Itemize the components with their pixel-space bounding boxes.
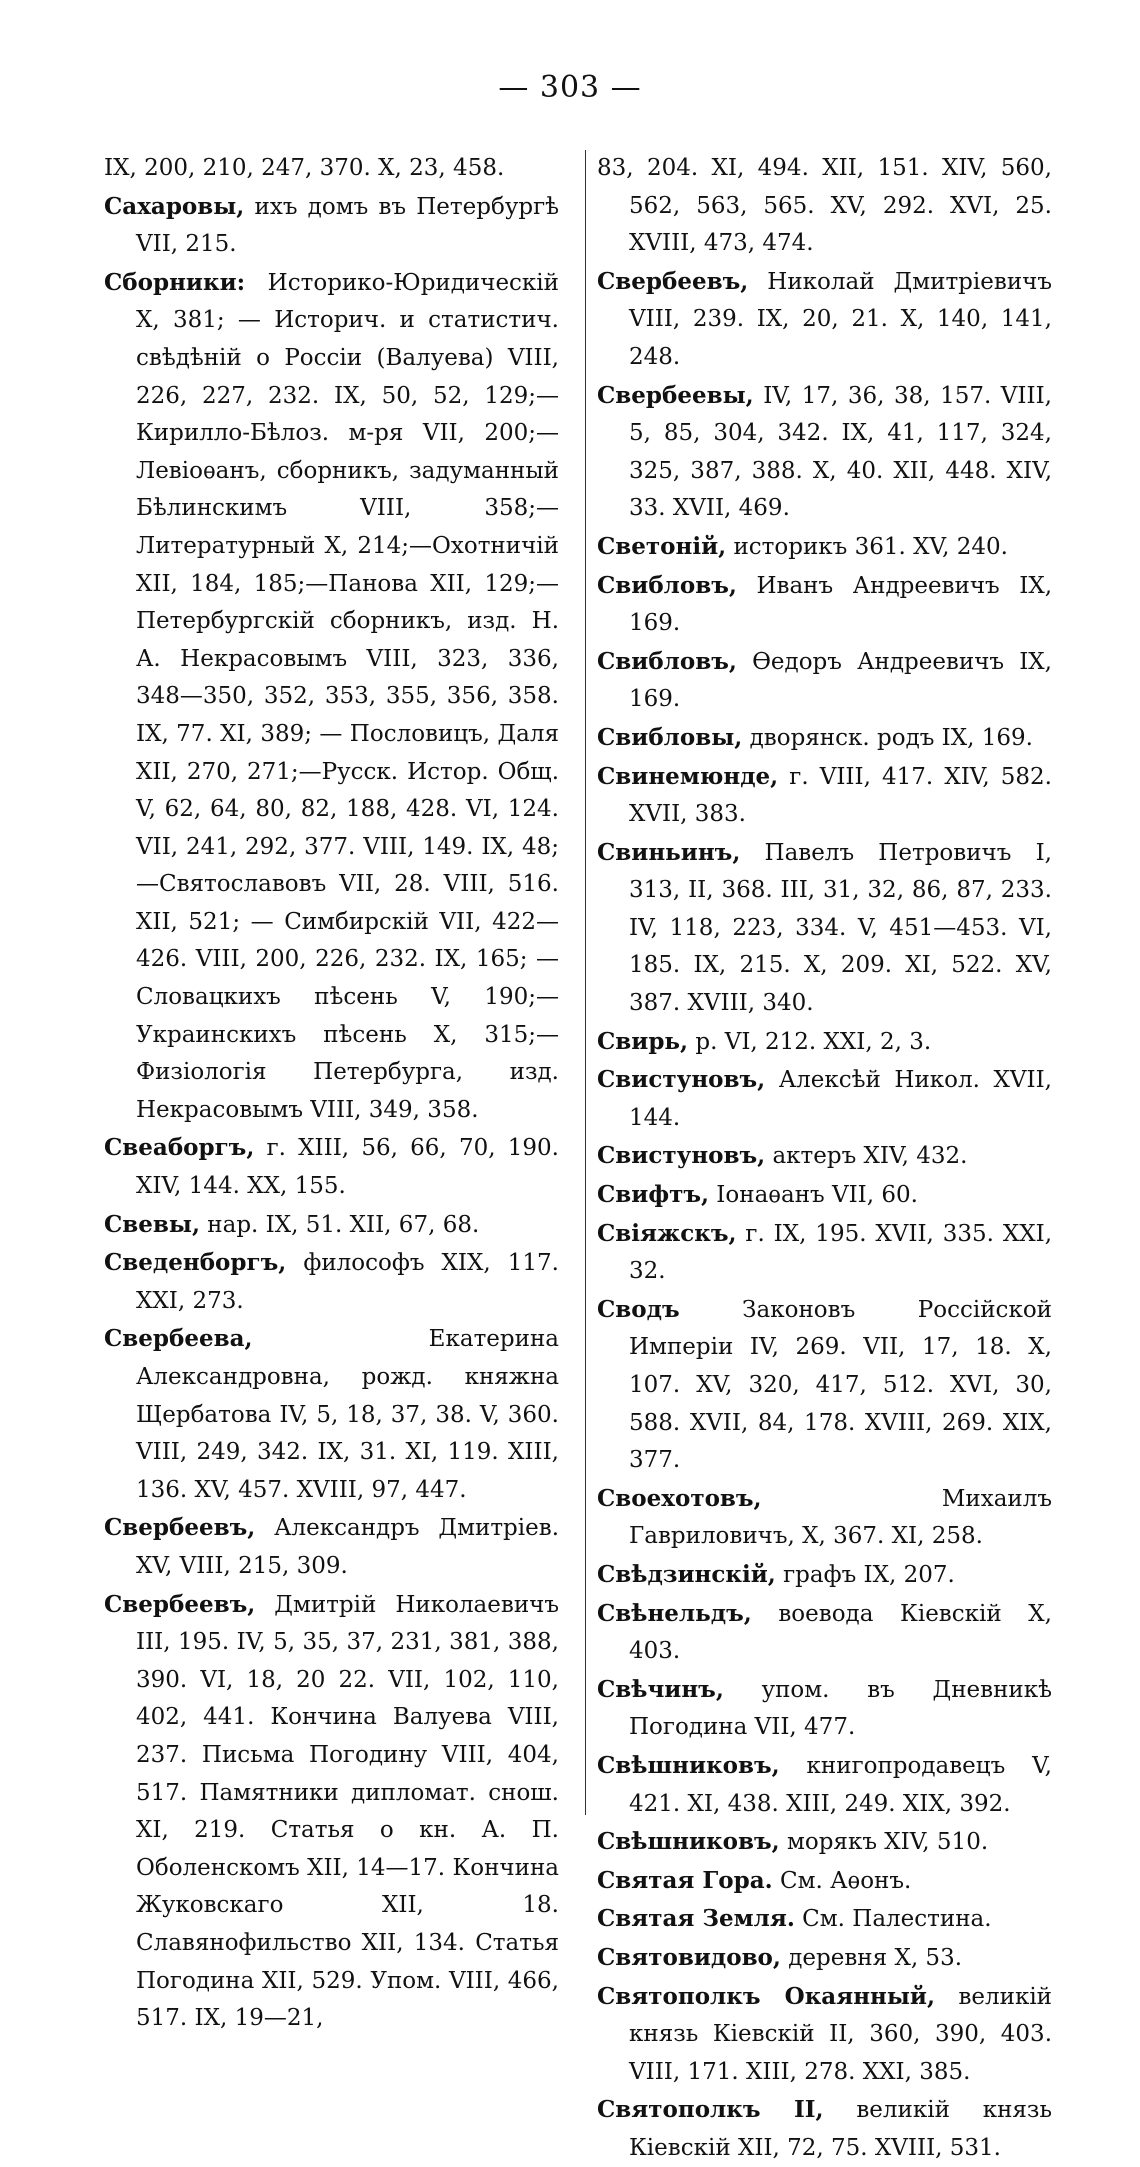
index-entry — [597, 1671, 1052, 1747]
index-entry — [597, 1023, 1052, 1062]
index-entry — [597, 719, 1052, 758]
entry-text: нар. IX, 51. XII, 67, 68. — [199, 1211, 480, 1238]
entry-headword: Сведенборгъ, — [104, 1249, 287, 1277]
entry-text: Александръ Дмитріев. XV, VIII, 215, 309. — [136, 1515, 559, 1579]
entry-headword: Светоній, — [597, 532, 727, 560]
entry-text: Іонаѳанъ VII, 60. — [709, 1182, 918, 1209]
index-entry — [597, 1556, 1052, 1595]
entry-headword: Свербеевъ, — [597, 267, 749, 295]
index-entry — [597, 2091, 1052, 2167]
entry-text: Историко-Юридическій X, 381; — Историч. и статистич. свѣдѣній о Россіи (Валуева) VIII, 226, 227, 232. IX, 50, 52, 129;—Кирилло-Бѣлоз. м-ря VII, 200;—Левіоѳанъ, сборникъ, задуманный Бѣлинскимъ VIII, 358;—Литературный X, 214;—Охотничій XII, 184, 185;—Панова XII, 129;—Петербургскій сборникъ, изд. Н. А. Некрасовымъ VIII, 323, 336, 348—350, 352, 353, 355, 356, 358. IX, 77. XI, 389; — Пословицъ, Даля XII, 270, 271;—Русск. Истор. Общ. V, 62, 64, 80, 82, 188, 428. VI, 124. VII, 241, 292, 377. VIII, 149. IX, 48;—Святославовъ VII, 28. VIII, 516. XII, 521; — Симбирскій VII, 422—426. VIII, 200, 226, 232. IX, 165; — Словацкихъ пѣсень V, 190;—Украинскихъ пѣсень X, 315;—Физіологія Петербурга, изд. Некрасовымъ VIII, 349, 358. — [136, 269, 559, 1123]
entry-text: деревня X, 53. — [780, 1944, 963, 1971]
index-entry — [597, 1137, 1052, 1176]
index-entry — [597, 1291, 1052, 1480]
entry-headword: Святая Земля. — [597, 1905, 795, 1933]
entry-headword: Свистуновъ, — [597, 1142, 766, 1170]
index-entry — [104, 1586, 559, 2038]
entry-text: г. XIII, 56, 66, 70, 190. XIV, 144. XX, 155. — [136, 1135, 559, 1200]
entry-text: упом. въ Дневникѣ Погодина VII, 477. — [629, 1676, 1052, 1741]
entry-headword: Святополкъ Окаянный, — [597, 1982, 935, 2010]
index-entry — [597, 1480, 1052, 1556]
entry-headword: Сахаровы, — [104, 192, 245, 220]
entry-headword: Свибловъ, — [597, 647, 737, 675]
index-entry — [597, 643, 1052, 719]
index-entry — [597, 377, 1052, 528]
entry-text: г. VIII, 417. XIV, 582. XVII, 383. — [629, 763, 1052, 828]
entry-headword: Свербеевы, — [597, 381, 754, 409]
entry-text: IV, 17, 36, 38, 157. VIII, 5, 85, 304, 342. IX, 41, 117, 324, 325, 387, 388. X, 40. XII, 448. XIV, 33. XVII, 469. — [629, 382, 1052, 522]
index-entry — [104, 1509, 559, 1585]
entry-text: философъ XIX, 117. XXI, 273. — [136, 1250, 559, 1314]
entry-text: Алексѣй Никол. XVII, 144. — [629, 1067, 1052, 1131]
right-column — [597, 150, 1052, 2167]
entry-text: Екатерина Александровна, рожд. княжна Щербатова IV, 5, 18, 37, 38. V, 360. VIII, 249, 342. IX, 31. XI, 119. XIII, 136. XV, 457. XVIII, 97, 447. — [136, 1326, 559, 1503]
entry-text: великій князь Кіевскій XII, 72, 75. XVIII, 531. — [629, 2097, 1052, 2161]
entry-text: ихъ домъ въ Петербургѣ VII, 215. — [136, 193, 559, 258]
entry-headword: Свѣчинъ, — [597, 1675, 724, 1703]
index-entry — [597, 1747, 1052, 1823]
entry-headword: Сводъ — [597, 1295, 680, 1323]
entry-text: Николай Дмитріевичъ VIII, 239. IX, 20, 21. X, 140, 141, 248. — [629, 268, 1052, 370]
index-entry — [597, 1978, 1052, 2092]
entry-text: книгопродавецъ V, 421. XI, 438. XIII, 249. XIX, 392. — [629, 1752, 1052, 1817]
entry-headword: Свинемюнде, — [597, 762, 779, 790]
index-entry — [104, 1206, 559, 1245]
entry-headword: Свевы, — [104, 1210, 200, 1238]
entry-text: Законовъ Россійской Имперіи IV, 269. VII, 17, 18. X, 107. XV, 320, 417, 512. XVI, 30, 588. XVII, 84, 178. XVIII, 269. XIX, 377. — [629, 1296, 1052, 1474]
entry-headword: Свѣшниковъ, — [597, 1751, 780, 1779]
entry-headword: Святополкъ II, — [597, 2096, 824, 2124]
entry-headword: Святовидово, — [597, 1943, 781, 1971]
entry-headword: Свербеевъ, — [104, 1590, 256, 1618]
entry-headword: Свиньинъ, — [597, 838, 741, 866]
entry-headword: Свеаборгъ, — [104, 1134, 255, 1162]
index-entry — [597, 758, 1052, 834]
entry-headword: Свистуновъ, — [597, 1066, 766, 1094]
entry-text: Михаилъ Гавриловичъ, X, 367. XI, 258. — [629, 1485, 1052, 1550]
index-entry — [597, 263, 1052, 377]
entry-text: IX, 200, 210, 247, 370. X, 23, 458. — [104, 155, 505, 181]
entry-text: воевода Кіевскій X, 403. — [629, 1600, 1052, 1665]
entry-text: Дмитрій Николаевичъ III, 195. IV, 5, 35, 37, 231, 381, 388, 390. VI, 18, 20 22. VII, 102, 110, 402, 441. Кончина Валуева VIII, 237. Письма Погодину VIII, 404, 517. Памятники дипломат. снош. XI, 219. Статья о кн. А. П. Оболенскомъ XII, 14—17. Кончина Жуковскаго XII, 18. Славянофильство XII, 134. Статья Погодина XII, 529. Упом. VIII, 466, 517. IX, 19—21, — [136, 1591, 559, 2032]
index-entry — [597, 834, 1052, 1023]
index-entry — [597, 1900, 1052, 1939]
index-entry — [104, 150, 559, 188]
index-entry — [597, 1862, 1052, 1901]
entry-headword: Своехотовъ, — [597, 1484, 762, 1512]
entry-text: морякъ XIV, 510. — [779, 1829, 989, 1856]
entry-headword: Сборники: — [104, 268, 246, 296]
index-entry — [597, 150, 1052, 263]
index-entry — [597, 1061, 1052, 1137]
index-entry — [597, 1176, 1052, 1215]
entry-headword: Свибловъ, — [597, 571, 737, 599]
entry-headword: Свифтъ, — [597, 1181, 709, 1209]
entry-headword: Свибловы, — [597, 723, 743, 751]
entry-text: Ѳедоръ Андреевичъ IX, 169. — [629, 648, 1052, 713]
entry-headword: Свѣдзинскій, — [597, 1560, 776, 1588]
index-entry — [597, 567, 1052, 643]
entry-headword: Святая Гора. — [597, 1866, 773, 1894]
entry-text: дворянск. родъ IX, 169. — [742, 724, 1033, 751]
page-number: — 303 — — [498, 70, 642, 105]
index-entry — [597, 1823, 1052, 1862]
entry-text: См. Палестина. — [794, 1906, 992, 1933]
entry-headword: Свирь, — [597, 1027, 689, 1055]
index-entry — [104, 1320, 559, 1509]
index-entry — [597, 1939, 1052, 1978]
entry-text: актеръ XIV, 432. — [765, 1143, 968, 1170]
index-entry — [104, 1244, 559, 1320]
entry-headword: Свѣшниковъ, — [597, 1828, 780, 1856]
index-entry — [597, 1215, 1052, 1291]
left-column — [104, 150, 559, 2038]
entry-text: р. VI, 212. XXI, 2, 3. — [688, 1028, 932, 1055]
entry-text: 83, 204. XI, 494. XII, 151. XIV, 560, 562, 563, 565. XV, 292. XVI, 25. XVIII, 473, 474. — [597, 155, 1052, 257]
entry-text: г. IX, 195. XVII, 335. XXI, 32. — [629, 1220, 1052, 1285]
column-divider — [585, 150, 586, 1815]
entry-text: См. Аѳонъ. — [772, 1867, 912, 1894]
index-entry — [597, 1595, 1052, 1671]
entry-text: великій князь Кіевскій II, 360, 390, 403. VIII, 171. XIII, 278. XXI, 385. — [629, 1983, 1053, 2085]
entry-headword: Свѣнельдъ, — [597, 1599, 752, 1627]
index-entry — [104, 1129, 559, 1205]
index-entry — [104, 264, 559, 1130]
entry-text: графъ IX, 207. — [775, 1561, 955, 1588]
entry-headword: Свербеевъ, — [104, 1514, 256, 1542]
entry-headword: Свербеева, — [104, 1325, 253, 1353]
entry-headword: Свіяжскъ, — [597, 1219, 737, 1247]
entry-text: Иванъ Андреевичъ IX, 169. — [629, 572, 1052, 637]
index-entry — [597, 528, 1052, 567]
index-entry — [104, 188, 559, 264]
entry-text: историкъ 361. XV, 240. — [726, 533, 1008, 560]
entry-text: Павелъ Петровичъ I, 313, II, 368. III, 31, 32, 86, 87, 233. IV, 118, 223, 334. V, 451—453. VI, 185. IX, 215. X, 209. XI, 522. XV, 387. XVIII, 340. — [629, 839, 1052, 1017]
